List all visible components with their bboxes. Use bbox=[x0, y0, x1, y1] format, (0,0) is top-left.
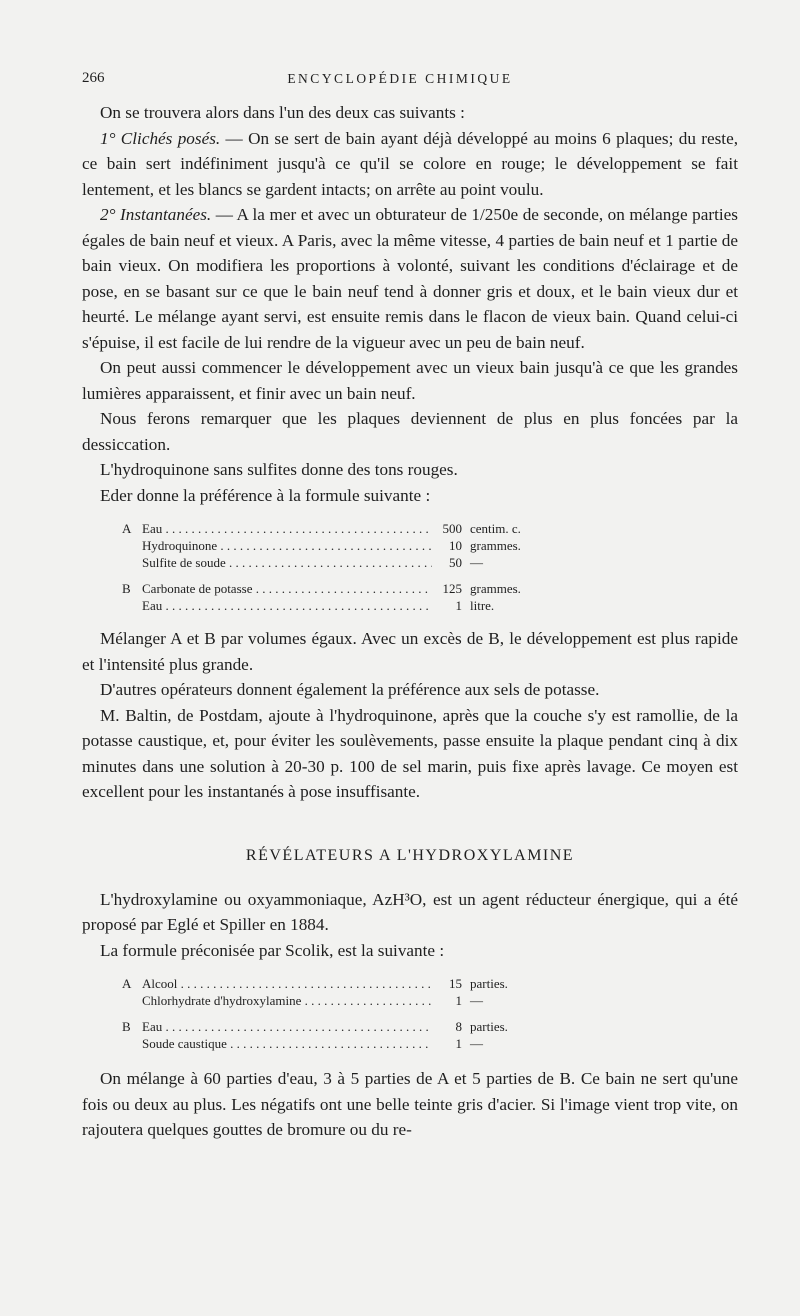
paragraph: Mélanger A et B par volumes égaux. Avec un excès de B, le développement est plus rapide et l'intensité plus grande. bbox=[82, 629, 738, 674]
formula-row: Eau . . . 1 litre. bbox=[122, 597, 682, 614]
formula-row: A Alcool . . . 15 parties. bbox=[122, 975, 682, 992]
paragraph: 1° Clichés posés. — On se sert de bain ayant déjà développé au moins 6 plaques; du reste, ce bain sert indéfiniment jusqu'à ce qu'il se colore en rouge; le développement se fait lentement, et les blancs se gardent intacts; on arrête au point voulu. bbox=[82, 128, 738, 199]
formula-row: A Eau . . . 500 centim. c. bbox=[122, 520, 682, 537]
page-number: 266 bbox=[82, 70, 105, 86]
formula-row: B Carbonate de potasse . . . 125 grammes. bbox=[122, 580, 682, 597]
formula-table-scolik bbox=[122, 975, 682, 1052]
paragraph-label: 2° Instantanées. bbox=[100, 205, 212, 224]
paragraph: Eder donne la préférence à la formule suivante : bbox=[100, 485, 431, 505]
paragraph: L'hydroxylamine ou oxyammoniaque, AzH³O, est un agent réducteur énergique, qui a été proposé par Eglé et Spiller en 1884. bbox=[82, 889, 738, 934]
paragraph: D'autres opérateurs donnent également la préférence aux sels de potasse. bbox=[100, 680, 600, 699]
paragraph: L'hydroquinone sans sulfites donne des tons rouges. bbox=[100, 460, 458, 479]
section-heading: RÉVÉLATEURS A L'HYDROXYLAMINE bbox=[245, 846, 575, 864]
formula-row: Sulfite de soude . . . 50 — bbox=[122, 554, 682, 571]
paragraph: La formule préconisée par Scolik, est la suivante : bbox=[100, 940, 445, 960]
formula-row: Soude caustique . . . 1 — bbox=[122, 1035, 682, 1052]
paragraph: On se trouvera alors dans l'un des deux cas suivants : bbox=[100, 103, 465, 122]
formula-table-eder bbox=[122, 520, 682, 614]
running-title: ENCYCLOPÉDIE CHIMIQUE bbox=[287, 71, 513, 86]
running-header bbox=[82, 70, 718, 94]
formula-row: Chlorhydrate d'hydroxylamine . . . 1 — bbox=[122, 992, 682, 1009]
formula-row: B Eau . . . 8 parties. bbox=[122, 1018, 682, 1035]
paragraph: On mélange à 60 parties d'eau, 3 à 5 parties de A et 5 parties de B. Ce bain ne sert qu'une fois ou deux au plus. Les négatifs ont une belle teinte gris d'acier. Si l'image vient trop vite, on rajoutera quelques gouttes de bromure ou du re- bbox=[82, 1069, 738, 1139]
formula-row: Hydroquinone . . . 10 grammes. bbox=[122, 537, 682, 554]
page-body bbox=[82, 100, 738, 1143]
paragraph: 2° Instantanées. — A la mer et avec un obturateur de 1/250e de seconde, on mélange parties égales de bain neuf et vieux. A Paris, avec la même vitesse, 4 parties de bain neuf et 1 partie de bain vieux. On modifiera les proportions à volonté, suivant les conditions d'éclairage et de pose, en se basant sur ce que le bain neuf tend à donner gris et doux, et le bain vieux dur et heurté. Le mélange ayant servi, est ensuite remis dans le flacon de vieux bain. Quand celui-ci s'épuise, il est facile de lui rendre de la vigueur avec un peu de bain neuf. bbox=[82, 205, 738, 352]
paragraph: On peut aussi commencer le développement avec un vieux bain jusqu'à ce que les grandes lumières apparaissent, et finir avec un bain neuf. bbox=[82, 358, 738, 403]
paragraph: Nous ferons remarquer que les plaques deviennent de plus en plus foncées par la dessiccation. bbox=[82, 409, 738, 454]
paragraph-label: 1° Clichés posés. bbox=[100, 128, 221, 148]
paragraph: M. Baltin, de Postdam, ajoute à l'hydroquinone, après que la couche s'y est ramollie, de la potasse caustique, et, pour éviter les soulèvements, passe ensuite la plaque pendant cinq à dix minutes dans une solution à 20-30 p. 100 de sel marin, puis fixe après lavage. Ce moyen est excellent pour les instantanés à pose insuffisante. bbox=[82, 705, 738, 801]
